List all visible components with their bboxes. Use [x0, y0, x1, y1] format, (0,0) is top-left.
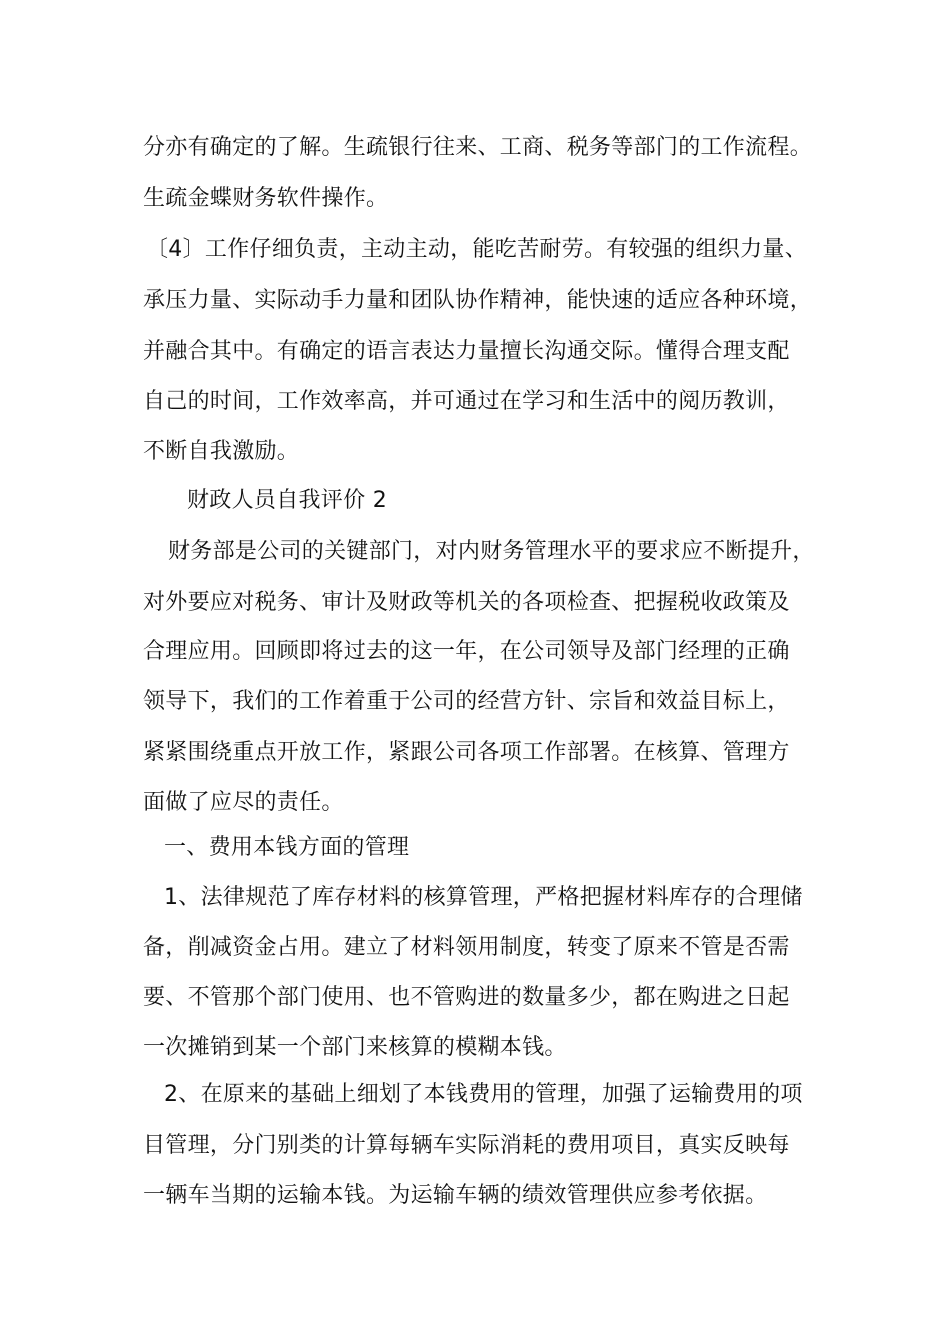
- paragraph-line: 财务部是公司的关键部门，对内财务管理水平的要求应不断提升，: [168, 539, 815, 564]
- paragraph-line: 1、法律规范了库存材料的核算管理，严格把握材料库存的合理储: [164, 885, 803, 910]
- paragraph-line: 生疏金蝶财务软件操作。: [143, 186, 389, 211]
- section-heading: 财政人员自我评价 2: [187, 488, 387, 513]
- paragraph-line: 并融合其中。有确定的语言表达力量擅长沟通交际。懂得合理支配: [143, 339, 790, 364]
- paragraph-line: 一辆车当期的运输本钱。为运输车辆的绩效管理供应参考依据。: [143, 1183, 768, 1208]
- paragraph-line: 面做了应尽的责任。: [143, 790, 344, 815]
- paragraph-line: 对外要应对税务、审计及财政等机关的各项检查、把握税收政策及: [143, 590, 790, 615]
- paragraph-line: 2、在原来的基础上细划了本钱费用的管理，加强了运输费用的项: [164, 1082, 803, 1107]
- paragraph-line: 目管理，分门别类的计算每辆车实际消耗的费用项目，真实反映每: [143, 1133, 790, 1158]
- paragraph-line: 承压力量、实际动手力量和团队协作精神，能快速的适应各种环境，: [143, 288, 813, 313]
- paragraph-line: 合理应用。回顾即将过去的这一年，在公司领导及部门经理的正确: [143, 639, 790, 664]
- section-heading: 一、费用本钱方面的管理: [164, 835, 410, 860]
- paragraph-line: 分亦有确定的了解。生疏银行往来、工商、税务等部门的工作流程。: [143, 135, 813, 160]
- paragraph-line: 不断自我激励。: [143, 439, 300, 464]
- paragraph-line: 紧紧围绕重点开放工作，紧跟公司各项工作部署。在核算、管理方: [143, 740, 790, 765]
- paragraph-line: 要、不管那个部门使用、也不管购进的数量多少，都在购进之日起: [143, 985, 790, 1010]
- paragraph-line: 一次摊销到某一个部门来核算的模糊本钱。: [143, 1035, 567, 1060]
- paragraph-line: 〔4〕工作仔细负责，主动主动，能吃苦耐劳。有较强的组织力量、: [146, 237, 807, 262]
- paragraph-line: 领导下，我们的工作着重于公司的经营方针、宗旨和效益目标上，: [143, 689, 790, 714]
- paragraph-line: 自己的时间，工作效率高，并可通过在学习和生活中的阅历教训，: [143, 389, 790, 414]
- paragraph-line: 备，削减资金占用。建立了材料领用制度，转变了原来不管是否需: [143, 935, 790, 960]
